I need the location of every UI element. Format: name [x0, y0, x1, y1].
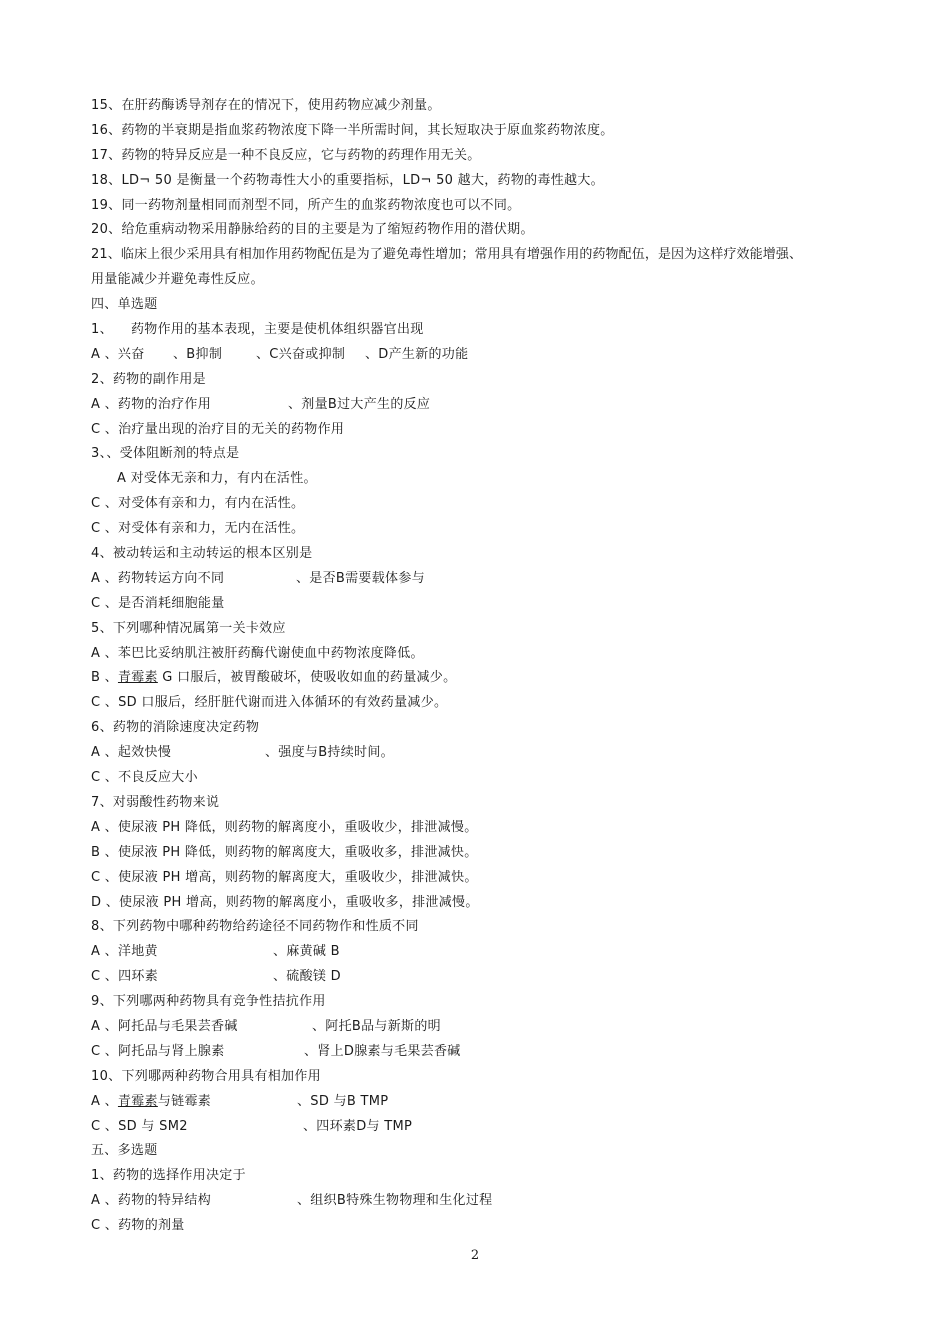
option-b: 、强度与B持续时间。: [265, 745, 394, 761]
question-text: 4、被动转运和主动转运的根本区别是: [91, 546, 313, 562]
line-text: 21、临床上很少采用具有相加作用药物配伍是为了避免毒性增加；常用具有增强作用的药物配伍，是因为这样疗效能增强、: [91, 247, 803, 263]
option-c: C 、阿托品与肾上腺素: [91, 1043, 225, 1059]
question-text: 5、下列哪种情况属第一关卡效应: [91, 620, 286, 636]
option-d: 、硫酸镁 D: [273, 969, 341, 985]
option-line: [91, 1189, 881, 1214]
option-prefix: B 、: [91, 670, 118, 686]
text-line: [91, 144, 881, 169]
option-d: 、肾上D腺素与毛果芸香碱: [304, 1043, 461, 1059]
option-line: [91, 1040, 881, 1065]
option-line: [91, 866, 881, 891]
option-b: 、SD 与B TMP: [297, 1093, 389, 1109]
text-line: [91, 119, 881, 144]
option-line: [91, 891, 881, 916]
option-c: C 、治疗量出现的治疗目的无关的药物作用: [91, 421, 345, 437]
option-b: 、阿托B品与新斯的明: [312, 1018, 441, 1034]
option-c: C 、SD 口服后，经肝脏代谢而进入体循环的有效药量减少。: [91, 695, 448, 711]
option-a: A 、药物转运方向不同: [91, 570, 225, 586]
line-text: 20、给危重病动物采用静脉给药的目的主要是为了缩短药物作用的潜伏期。: [91, 222, 534, 238]
option-d: D 、使尿液 PH 增高，则药物的解离度小，重吸收多，排泄减慢。: [91, 894, 479, 910]
question-text: 3、、受体阻断剂的特点是: [91, 446, 240, 462]
section-heading: [91, 1139, 881, 1164]
option-line: [91, 666, 881, 691]
option-line: [91, 592, 881, 617]
option-b: 、麻黄碱 B: [273, 944, 340, 960]
line-text: 15、在肝药酶诱导剂存在的情况下，使用药物应减少剂量。: [91, 98, 441, 113]
option-line: [91, 741, 881, 766]
drug-name-underlined: 青霉素: [117, 1093, 158, 1109]
question-line: [91, 791, 881, 816]
option-line: [91, 642, 881, 667]
option-text: G 口服后，被胃酸破坏，使吸收如血的药量减少。: [157, 670, 457, 686]
question-line: [91, 1164, 881, 1189]
line-text: 19、同一药物剂量相同而剂型不同，所产生的血浆药物浓度也可以不同。: [91, 197, 521, 213]
line-text: 18、LD¬ 50 是衡量一个药物毒性大小的重要指标，LD¬ 50 越大，药物的毒性越大。: [91, 172, 604, 188]
text-line: [91, 94, 881, 119]
question-text: 2、药物的副作用是: [91, 371, 206, 387]
option-a: A 、药物的特异结构: [91, 1193, 212, 1209]
option-line: [91, 691, 881, 716]
page-number: 2: [470, 1248, 480, 1263]
option-line: [91, 567, 881, 592]
question-line: [91, 990, 881, 1015]
document-body: [91, 94, 881, 1239]
option-line: [91, 418, 881, 443]
option-line: [91, 1214, 881, 1239]
option-line: [91, 965, 881, 990]
line-text: 17、药物的特异反应是一种不良反应，它与药物的药理作用无关。: [91, 147, 481, 163]
option-a: A 、阿托品与毛果芸香碱: [91, 1018, 238, 1034]
option-a: [91, 1090, 211, 1115]
option-b: 、组织B特殊生物物理和生化过程: [297, 1193, 493, 1209]
question-line: [91, 542, 881, 567]
option-b: 、剂量B过大产生的反应: [288, 396, 431, 412]
option-line: [91, 841, 881, 866]
option-b: 、是否B需要载体参与: [296, 570, 425, 586]
question-line: [91, 915, 881, 940]
option-line: [91, 766, 881, 791]
question-line: [91, 617, 881, 642]
question-text: 9、下列哪两种药物具有竞争性拮抗作用: [91, 994, 326, 1010]
option-b: [91, 666, 456, 691]
text-line: [91, 169, 881, 194]
option-c: C 、药物的剂量: [91, 1218, 185, 1234]
question-text: 7、对弱酸性药物来说: [91, 794, 220, 810]
option-c: C 、不良反应大小: [91, 770, 198, 786]
option-c: C 、对受体有亲和力，无内在活性。: [91, 521, 305, 537]
option-line: [91, 517, 881, 542]
section-heading: [91, 293, 881, 318]
option-c: C 、对受体有亲和力，有内在活性。: [91, 496, 305, 512]
option-c: 、C兴奋或抑制: [256, 346, 346, 362]
option-c: C 、四环素: [91, 969, 159, 985]
option-line: [91, 940, 881, 965]
option-line: [91, 1090, 881, 1115]
option-text: 与链霉素: [157, 1093, 212, 1109]
drug-name-underlined: 青霉素: [117, 670, 158, 686]
question-text: 药物作用的基本表现，主要是使机体组织器官出现: [131, 322, 424, 338]
text-line: [91, 268, 881, 293]
option-c: C 、是否消耗细胞能量: [91, 595, 225, 611]
question-line: [91, 1065, 881, 1090]
option-a: A 、洋地黄: [91, 944, 158, 960]
option-a: A 、兴奋: [91, 346, 145, 362]
option-line: [91, 343, 881, 368]
question-text: 1、药物的选择作用决定于: [91, 1168, 246, 1184]
option-b: 、B抑制: [173, 346, 223, 362]
option-b: B 、使尿液 PH 降低，则药物的解离度大，重吸收多，排泄减快。: [91, 844, 478, 860]
option-c: C 、使尿液 PH 增高，则药物的解离度大，重吸收少，排泄减快。: [91, 869, 478, 885]
option-a: A 、苯巴比妥纳肌注被肝药酶代谢使血中药物浓度降低。: [91, 645, 424, 661]
option-a: A 、药物的治疗作用: [91, 396, 212, 412]
option-d: 、四环素D与 TMP: [303, 1118, 413, 1134]
question-number: 1、: [91, 322, 113, 338]
line-text: 用量能减少并避免毒性反应。: [91, 272, 264, 288]
option-line: [91, 1115, 881, 1140]
option-a: A 对受体无亲和力，有内在活性。: [117, 471, 317, 487]
line-text: 16、药物的半衰期是指血浆药物浓度下降一半所需时间，其长短取决于原血浆药物浓度。: [91, 122, 614, 138]
question-text: 10、下列哪两种药物合用具有相加作用: [91, 1068, 321, 1084]
option-a: A 、使尿液 PH 降低，则药物的解离度小，重吸收少，排泄减慢。: [91, 819, 478, 835]
question-line: [91, 716, 881, 741]
option-line: [91, 1015, 881, 1040]
text-line: [91, 194, 881, 219]
section-title: 五、多选题: [91, 1143, 158, 1159]
option-line: [91, 467, 881, 492]
option-line: [91, 816, 881, 841]
text-line: [91, 218, 881, 243]
question-line: [91, 368, 881, 393]
question-text: 6、药物的消除速度决定药物: [91, 720, 260, 736]
text-line: [91, 243, 881, 268]
question-line: [91, 442, 881, 467]
option-prefix: A 、: [91, 1093, 118, 1109]
option-d: 、D产生新的功能: [365, 346, 469, 362]
option-line: [91, 393, 881, 418]
question-line: [91, 318, 881, 343]
option-line: [91, 492, 881, 517]
section-title: 四、单选题: [91, 297, 158, 313]
option-a: A 、起效快慢: [91, 745, 172, 761]
question-text: 8、下列药物中哪种药物给药途径不同药物作和性质不同: [91, 919, 419, 935]
option-c: C 、SD 与 SM2: [91, 1118, 188, 1134]
